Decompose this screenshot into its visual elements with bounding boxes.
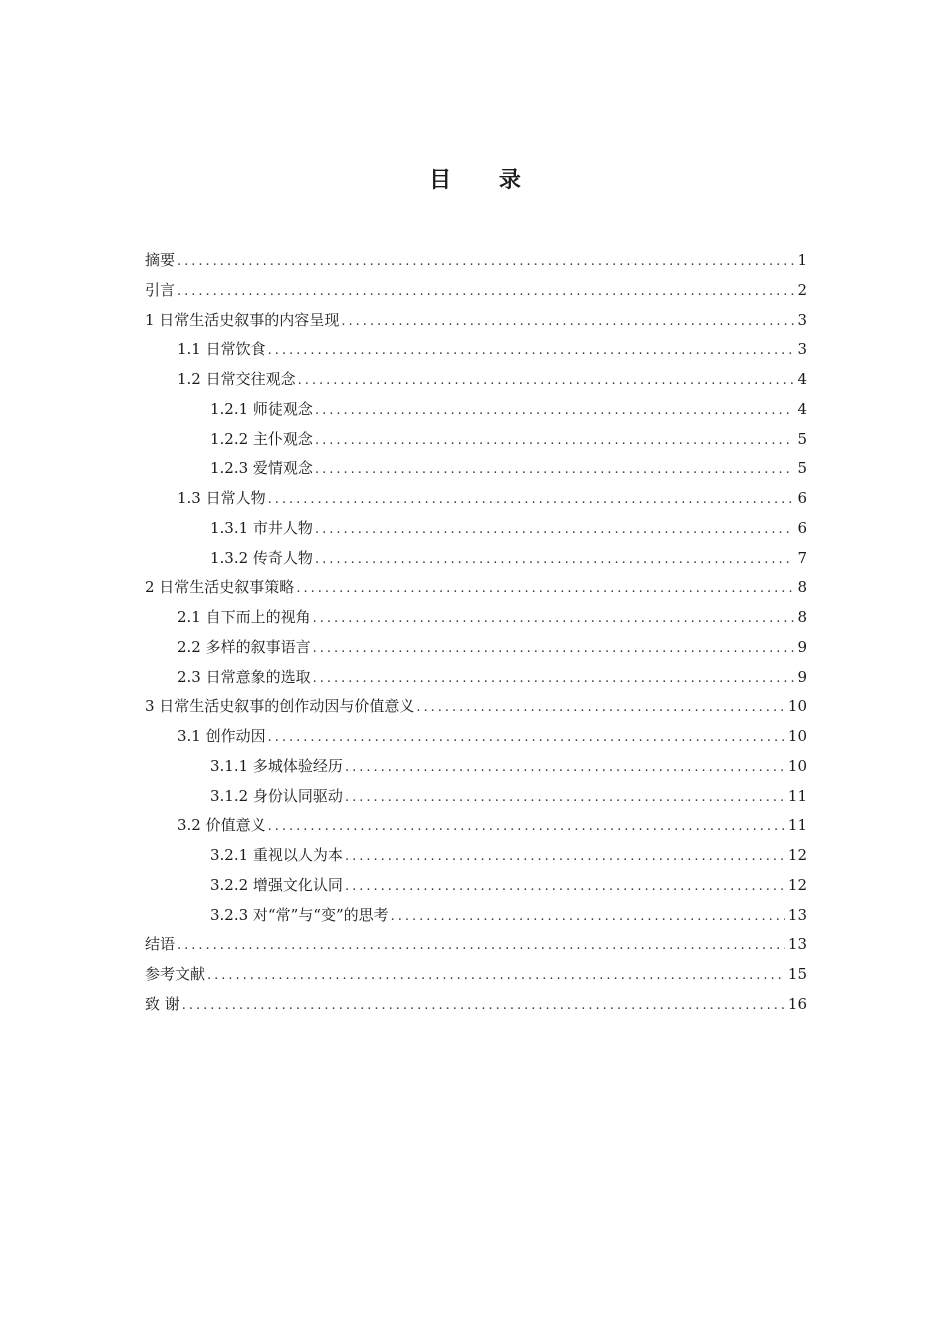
toc-entry-page-number: 8 bbox=[797, 578, 807, 597]
toc-entry[interactable] bbox=[145, 752, 807, 782]
dot-leader bbox=[268, 723, 785, 753]
toc-entry[interactable] bbox=[145, 603, 807, 633]
toc-entry[interactable] bbox=[145, 365, 807, 395]
toc-entry-label: 3.2.1 重视以人为本 bbox=[210, 846, 343, 864]
toc-entry[interactable] bbox=[145, 335, 807, 365]
toc-entry[interactable] bbox=[145, 811, 807, 841]
dot-leader bbox=[177, 247, 794, 277]
toc-entry-label: 3.1.2 身份认同驱动 bbox=[210, 786, 343, 805]
toc-entry[interactable] bbox=[145, 692, 807, 722]
toc-entry-page-number: 13 bbox=[787, 905, 807, 924]
toc-entry[interactable] bbox=[145, 544, 807, 574]
toc-entry-label: 1.2.3 爱情观念 bbox=[210, 459, 313, 478]
toc-entry[interactable] bbox=[145, 454, 807, 484]
dot-leader bbox=[268, 336, 795, 366]
toc-entry-label: 2.2 多样的叙事语言 bbox=[177, 637, 311, 656]
toc-entry-page-number: 12 bbox=[787, 846, 807, 864]
toc-entry[interactable] bbox=[145, 633, 807, 663]
toc-entry-page-number: 8 bbox=[797, 608, 807, 626]
toc-entry-label: 1.3.2 传奇人物 bbox=[210, 548, 313, 567]
toc-entry-page-number: 3 bbox=[797, 310, 807, 329]
dot-leader bbox=[182, 991, 785, 1021]
dot-leader bbox=[345, 872, 785, 902]
toc-entry-page-number: 5 bbox=[797, 459, 807, 478]
toc-entry[interactable] bbox=[145, 990, 807, 1020]
toc-entry-page-number: 11 bbox=[787, 786, 807, 805]
toc-entry-label: 3.1.1 多城体验经历 bbox=[210, 756, 343, 775]
toc-entry-label: 1.3 日常人物 bbox=[177, 489, 266, 507]
toc-entry-page-number: 15 bbox=[787, 965, 807, 983]
toc-entry-page-number: 7 bbox=[797, 548, 807, 567]
toc-entry[interactable] bbox=[145, 960, 807, 990]
toc-entry-label: 1 日常生活史叙事的内容呈现 bbox=[145, 310, 340, 329]
toc-entry-page-number: 5 bbox=[797, 429, 807, 448]
dot-leader bbox=[207, 961, 785, 991]
toc-entry-label: 1.3.1 市井人物 bbox=[210, 518, 313, 537]
toc-entry-label: 1.2.2 主仆观念 bbox=[210, 429, 313, 448]
toc-entry[interactable] bbox=[145, 871, 807, 901]
toc-entry-page-number: 6 bbox=[797, 489, 807, 507]
dot-leader bbox=[315, 455, 795, 485]
toc-entry[interactable] bbox=[145, 573, 807, 603]
dot-leader bbox=[298, 366, 795, 396]
toc-entry-label: 引言 bbox=[145, 280, 176, 299]
toc-entry-page-number: 13 bbox=[787, 935, 807, 954]
dot-leader bbox=[315, 515, 795, 545]
toc-entry-page-number: 3 bbox=[797, 340, 807, 359]
table-of-contents bbox=[145, 246, 807, 1020]
toc-entry[interactable] bbox=[145, 782, 807, 812]
toc-entry-page-number: 9 bbox=[797, 667, 807, 686]
toc-entry-label: 3.2.2 增强文化认同 bbox=[210, 875, 343, 894]
toc-entry-label: 2 日常生活史叙事策略 bbox=[145, 578, 295, 597]
toc-entry-page-number: 9 bbox=[797, 637, 807, 656]
toc-entry-page-number: 16 bbox=[787, 994, 807, 1013]
toc-entry-label: 3 日常生活史叙事的创作动因与价值意义 bbox=[145, 697, 415, 716]
toc-entry-label: 1.1 日常饮食 bbox=[177, 340, 266, 359]
dot-leader bbox=[313, 604, 795, 634]
toc-entry-label: 3.2.3 对“常”与“变”的思考 bbox=[210, 905, 389, 924]
dot-leader bbox=[177, 931, 785, 961]
toc-entry-page-number: 1 bbox=[797, 251, 807, 269]
toc-entry[interactable] bbox=[145, 425, 807, 455]
toc-entry-label: 2.3 日常意象的选取 bbox=[177, 667, 311, 686]
dot-leader bbox=[177, 277, 794, 307]
toc-entry-page-number: 10 bbox=[787, 727, 807, 745]
toc-entry[interactable] bbox=[145, 930, 807, 960]
toc-entry-label: 参考文献 bbox=[145, 965, 206, 983]
toc-entry[interactable] bbox=[145, 246, 807, 276]
toc-entry[interactable] bbox=[145, 306, 807, 336]
dot-leader bbox=[315, 545, 795, 575]
dot-leader bbox=[345, 783, 785, 813]
toc-entry-label: 3.2 价值意义 bbox=[177, 816, 266, 835]
dot-leader bbox=[345, 753, 785, 783]
toc-entry-label: 摘要 bbox=[145, 251, 176, 269]
toc-entry-label: 2.1 自下而上的视角 bbox=[177, 608, 311, 626]
toc-entry-page-number: 2 bbox=[797, 280, 807, 299]
toc-entry-label: 1.2 日常交往观念 bbox=[177, 370, 296, 388]
dot-leader bbox=[313, 634, 795, 664]
toc-entry[interactable] bbox=[145, 722, 807, 752]
toc-entry-label: 3.1 创作动因 bbox=[177, 727, 266, 745]
dot-leader bbox=[391, 902, 785, 932]
dot-leader bbox=[268, 812, 785, 842]
dot-leader bbox=[313, 664, 795, 694]
toc-entry-page-number: 12 bbox=[787, 875, 807, 894]
toc-entry[interactable] bbox=[145, 901, 807, 931]
toc-entry[interactable] bbox=[145, 395, 807, 425]
dot-leader bbox=[296, 574, 794, 604]
dot-leader bbox=[345, 842, 785, 872]
dot-leader bbox=[315, 426, 795, 456]
toc-entry-page-number: 10 bbox=[787, 756, 807, 775]
toc-entry[interactable] bbox=[145, 841, 807, 871]
toc-entry[interactable] bbox=[145, 484, 807, 514]
dot-leader bbox=[268, 485, 795, 515]
toc-entry-page-number: 4 bbox=[797, 370, 807, 388]
toc-entry[interactable] bbox=[145, 514, 807, 544]
toc-entry-label: 1.2.1 师徒观念 bbox=[210, 399, 313, 418]
toc-entry[interactable] bbox=[145, 276, 807, 306]
toc-entry-label: 致 谢 bbox=[145, 994, 180, 1013]
toc-title: 目 录 bbox=[429, 168, 541, 193]
toc-entry-page-number: 4 bbox=[797, 399, 807, 418]
toc-entry-label: 结语 bbox=[145, 935, 176, 954]
dot-leader bbox=[416, 693, 785, 723]
toc-entry-page-number: 10 bbox=[787, 697, 807, 716]
toc-entry[interactable] bbox=[145, 663, 807, 693]
toc-entry-page-number: 11 bbox=[787, 816, 807, 835]
dot-leader bbox=[341, 307, 794, 337]
toc-entry-page-number: 6 bbox=[797, 518, 807, 537]
dot-leader bbox=[315, 396, 795, 426]
